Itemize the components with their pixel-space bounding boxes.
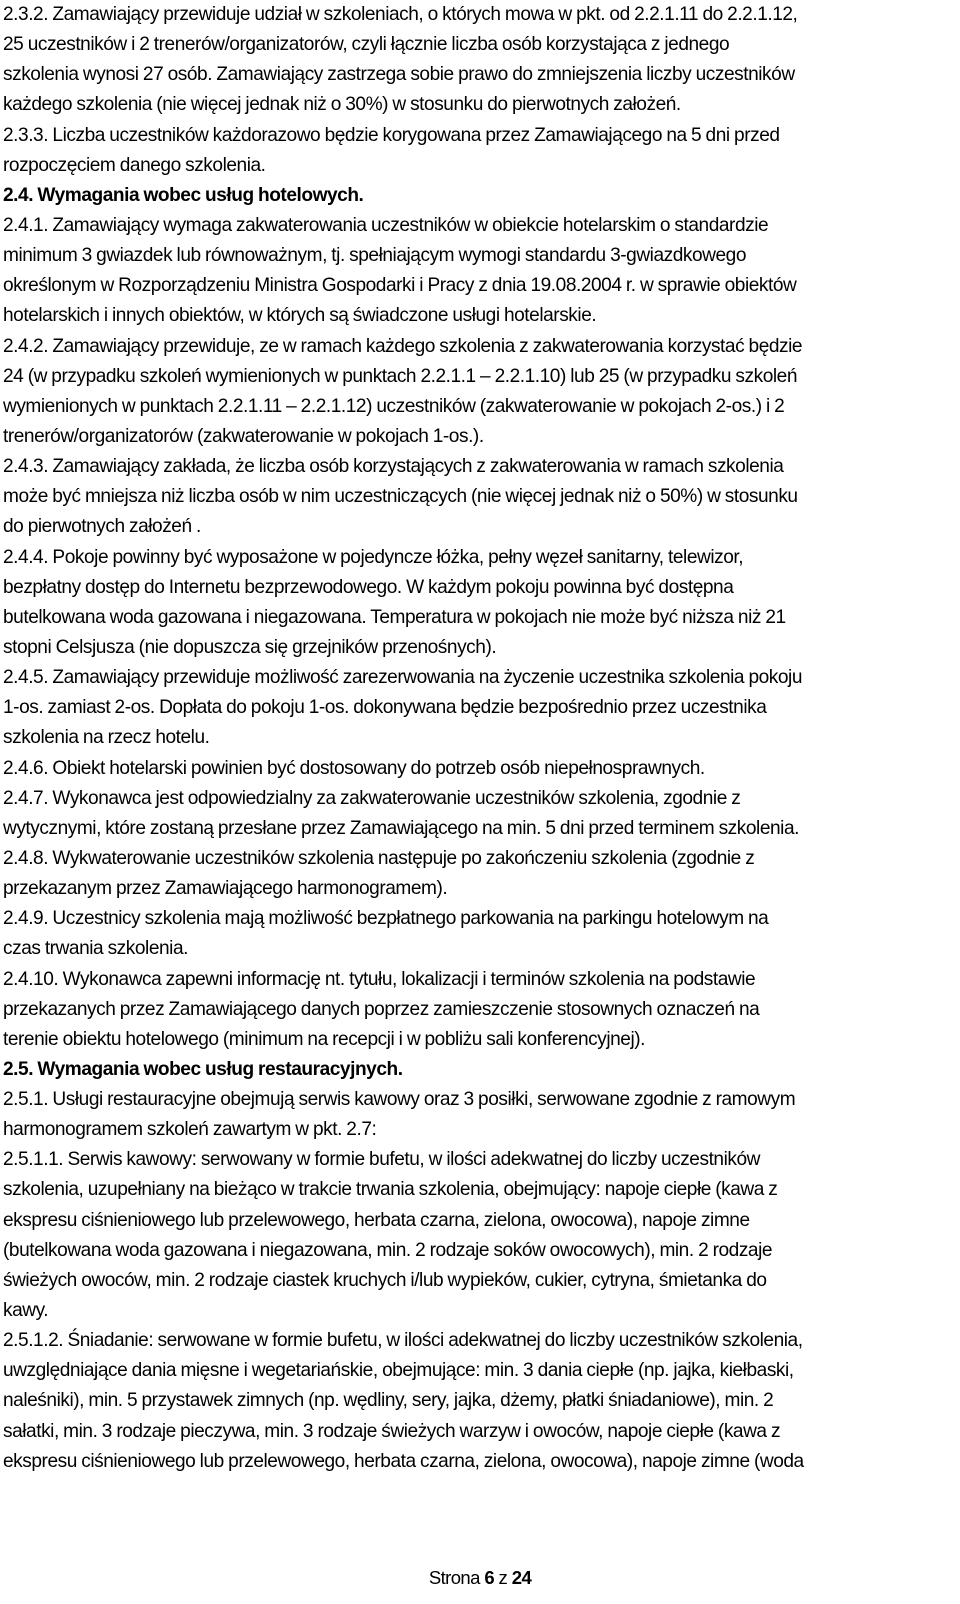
text-line: stopni Celsjusza (nie dopuszcza się grzejników przenośnych).: [3, 636, 497, 658]
text-line: bezpłatny dostęp do Internetu bezprzewodowego. W każdym pokoju powinna być dostępna: [3, 576, 734, 598]
text-line: 2.4.10. Wykonawca zapewni informację nt. tytułu, lokalizacji i terminów szkolenia na podstawie: [3, 968, 756, 990]
text-line: 25 uczestników i 2 trenerów/organizatorów, czyli łącznie liczba osób korzystająca z jednego: [3, 34, 730, 56]
text-line: 2.4.6. Obiekt hotelarski powinien być dostosowany do potrzeb osób niepełnosprawnych.: [3, 757, 705, 779]
text-line: 2.3.2. Zamawiający przewiduje udział w szkoleniach, o których mowa w pkt. od 2.2.1.11 do 2.2.1.12,: [3, 4, 798, 25]
text-line: 2.4.8. Wykwaterowanie uczestników szkolenia następuje po zakończeniu szkolenia (zgodnie z: [3, 847, 755, 869]
text-line: do pierwotnych założeń .: [3, 516, 201, 538]
text-line: każdego szkolenia (nie więcej jednak niż o 30%) w stosunku do pierwotnych założeń.: [3, 94, 681, 116]
text-line: określonym w Rozporządzeniu Ministra Gospodarki i Pracy z dnia 19.08.2004 r. w sprawie obiektów: [3, 275, 797, 297]
footer-total-pages: 24: [511, 1567, 532, 1588]
page-footer: [0, 1567, 960, 1589]
footer-prefix: Strona: [428, 1567, 485, 1588]
text-line: 2.4.3. Zamawiający zakłada, że liczba osób korzystających z zakwaterowania w ramach szkolenia: [3, 456, 784, 478]
text-line: 2.4.2. Zamawiający przewiduje, ze w ramach każdego szkolenia z zakwaterowania korzystać będzie: [3, 335, 803, 357]
text-line: 2.4.1. Zamawiający wymaga zakwaterowania uczestników w obiekcie hotelarskim o standardzie: [3, 214, 769, 236]
text-line: 2.5.1.2. Śniadanie: serwowane w formie bufetu, w ilości adekwatnej do liczby uczestników szkolenia,: [3, 1330, 803, 1352]
footer-separator: z: [494, 1567, 512, 1588]
text-line: 1-os. zamiast 2-os. Dopłata do pokoju 1-os. dokonywana będzie bezpośrednio przez uczestnika: [3, 697, 767, 719]
text-line: 2.4.5. Zamawiający przewiduje możliwość zarezerwowania na życzenie uczestnika szkolenia pokoju: [3, 667, 803, 689]
text-line: szkolenia wynosi 27 osób. Zamawiający zastrzega sobie prawo do zmniejszenia liczby uczestników: [3, 64, 795, 86]
text-line: wymienionych w punktach 2.2.1.11 – 2.2.1.12) uczestników (zakwaterowanie w pokojach 2-os.) i 2: [3, 395, 785, 417]
text-line: 2.4.7. Wykonawca jest odpowiedzialny za zakwaterowanie uczestników szkolenia, zgodnie z: [3, 787, 741, 809]
text-line: ekspresu ciśnieniowego lub przelewowego, herbata czarna, zielona, owocowa), napoje zimne (woda: [3, 1450, 804, 1472]
text-line: 24 (w przypadku szkoleń wymienionych w punktach 2.2.1.1 – 2.2.1.10) lub 25 (w przypadku szkoleń: [3, 365, 798, 387]
section-heading: 2.4. Wymagania wobec usług hotelowych.: [3, 184, 364, 206]
section-heading: 2.5. Wymagania wobec usług restauracyjnych.: [3, 1058, 403, 1080]
text-line: kawy.: [3, 1300, 49, 1322]
footer-current-page: 6: [484, 1567, 495, 1588]
text-line: butelkowana woda gazowana i niegazowana. Temperatura w pokojach nie może być niższa niż 21: [3, 606, 786, 628]
text-line: naleśniki), min. 5 przystawek zimnych (np. wędliny, sery, jajka, dżemy, płatki śniadaniowe), min. 2: [3, 1390, 774, 1412]
text-line: terenie obiektu hotelowego (minimum na recepcji i w pobliżu sali konferencyjnej).: [3, 1028, 646, 1050]
text-line: 2.4.4. Pokoje powinny być wyposażone w pojedyncze łóżka, pełny węzeł sanitarny, telewizor,: [3, 546, 744, 568]
text-line: hotelarskich i innych obiektów, w których są świadczone usługi hotelarskie.: [3, 305, 597, 327]
text-line: może być mniejsza niż liczba osób w nim uczestniczących (nie więcej jednak niż o 50%) w stosunku: [3, 486, 798, 508]
text-line: czas trwania szkolenia.: [3, 938, 188, 960]
text-line: uwzględniające dania mięsne i wegetariańskie, obejmujące: min. 3 dania ciepłe (np. jajka, kiełbaski,: [3, 1360, 794, 1382]
text-line: trenerów/organizatorów (zakwaterowanie w pokojach 1-os.).: [3, 425, 484, 447]
text-line: sałatki, min. 3 rodzaje pieczywa, min. 3 rodzaje świeżych warzyw i owoców, napoje ciepłe (kawa z: [3, 1420, 781, 1442]
text-line: minimum 3 gwiazdek lub równoważnym, tj. spełniającym wymogi standardu 3-gwiazdkowego: [3, 245, 747, 267]
text-line: (butelkowana woda gazowana i niegazowana, min. 2 rodzaje soków owocowych), min. 2 rodzaje: [3, 1239, 773, 1261]
document-body: [3, 0, 953, 1477]
text-line: 2.4.9. Uczestnicy szkolenia mają możliwość bezpłatnego parkowania na parkingu hotelowym na: [3, 908, 769, 930]
text-line: szkolenia na rzecz hotelu.: [3, 727, 210, 749]
text-line: przekazanych przez Zamawiającego danych poprzez zamieszczenie stosownych oznaczeń na: [3, 998, 760, 1020]
text-line: szkolenia, uzupełniany na bieżąco w trakcie trwania szkolenia, obejmujący: napoje ciepłe (kawa z: [3, 1179, 778, 1201]
text-line: 2.5.1. Usługi restauracyjne obejmują serwis kawowy oraz 3 posiłki, serwowane zgodnie z ramowym: [3, 1089, 796, 1111]
text-line: 2.5.1.1. Serwis kawowy: serwowany w formie bufetu, w ilości adekwatnej do liczby uczestników: [3, 1149, 760, 1171]
text-line: wytycznymi, które zostaną przesłane przez Zamawiającego na min. 5 dni przed terminem szkolenia.: [3, 817, 799, 839]
text-line: przekazanym przez Zamawiającego harmonogramem).: [3, 878, 448, 900]
text-line: rozpoczęciem danego szkolenia.: [3, 154, 266, 176]
text-line: świeżych owoców, min. 2 rodzaje ciastek kruchych i/lub wypieków, cukier, cytryna, śmietanka do: [3, 1269, 767, 1291]
text-line: ekspresu ciśnieniowego lub przelewowego, herbata czarna, zielona, owocowa), napoje zimne: [3, 1209, 750, 1231]
text-line: 2.3.3. Liczba uczestników każdorazowo będzie korygowana przez Zamawiającego na 5 dni przed: [3, 124, 780, 146]
text-line: harmonogramem szkoleń zawartym w pkt. 2.7:: [3, 1119, 377, 1141]
